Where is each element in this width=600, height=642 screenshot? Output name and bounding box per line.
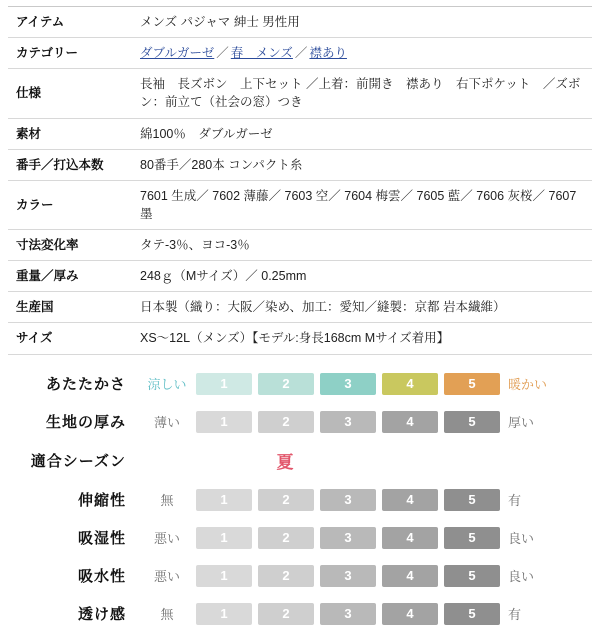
rating-row-transparency bbox=[8, 595, 592, 633]
rating-cell-3: 3 bbox=[320, 603, 376, 625]
table-row bbox=[8, 38, 592, 69]
spec-value: 綿100％ ダブルガーゼ bbox=[132, 118, 592, 149]
rating-right-caption: 有 bbox=[508, 607, 522, 622]
rating-label: 透け感 bbox=[77, 606, 126, 623]
rating-cell-2: 2 bbox=[258, 489, 314, 511]
rating-scale bbox=[196, 373, 500, 395]
rating-row-water-absorption bbox=[8, 557, 592, 595]
rating-cell-4: 4 bbox=[382, 603, 438, 625]
rating-row-moisture-absorption bbox=[8, 519, 592, 557]
table-row bbox=[8, 323, 592, 354]
rating-label: 吸水性 bbox=[77, 568, 126, 585]
rating-left-caption: 無 bbox=[160, 493, 174, 508]
product-spec-table bbox=[8, 6, 592, 355]
table-row bbox=[8, 69, 592, 118]
spec-value: タテ-3％、ヨコ-3％ bbox=[132, 230, 592, 261]
spec-label: 番手／打込本数 bbox=[8, 149, 132, 180]
spec-label: 仕様 bbox=[8, 69, 132, 118]
rating-cell-2: 2 bbox=[258, 411, 314, 433]
spec-value: 80番手／280本 コンパクト糸 bbox=[132, 149, 592, 180]
spec-value: メンズ パジャマ 紳士 男性用 bbox=[132, 7, 592, 38]
spec-value: 長袖 長ズボン 上下セット ／上着：前開き 襟あり 右下ポケット ／ズボン：前立て（社会の窓）つき bbox=[132, 69, 592, 118]
rating-cell-1: 1 bbox=[196, 489, 252, 511]
spec-value: 7601 生成／ 7602 薄藤／ 7603 空／ 7604 梅雲／ 7605 藍／ 7606 灰桜／ 7607 墨 bbox=[132, 180, 592, 229]
rating-cell-4: 4 bbox=[382, 565, 438, 587]
rating-scale bbox=[196, 411, 500, 433]
rating-cell-4: 4 bbox=[382, 373, 438, 395]
rating-label: 吸湿性 bbox=[77, 530, 126, 547]
rating-cell-3: 3 bbox=[320, 489, 376, 511]
rating-left-caption: 悪い bbox=[153, 569, 180, 584]
spec-label: アイテム bbox=[8, 7, 132, 38]
rating-cell-1: 1 bbox=[196, 373, 252, 395]
table-row bbox=[8, 292, 592, 323]
rating-cell-3: 3 bbox=[320, 565, 376, 587]
rating-cell-5: 5 bbox=[444, 373, 500, 395]
table-row bbox=[8, 149, 592, 180]
category-link-spring-mens[interactable]: 春 メンズ bbox=[230, 46, 293, 61]
rating-cell-5: 5 bbox=[444, 489, 500, 511]
rating-label: あたたかさ bbox=[45, 376, 126, 393]
rating-cell-2: 2 bbox=[258, 603, 314, 625]
spec-table-body bbox=[8, 7, 592, 355]
rating-cell-4: 4 bbox=[382, 489, 438, 511]
table-row bbox=[8, 7, 592, 38]
table-row bbox=[8, 261, 592, 292]
separator: ／ bbox=[294, 46, 308, 61]
spec-value: 248ｇ（Mサイズ）／ 0.25mm bbox=[132, 261, 592, 292]
category-link-collar[interactable]: 襟あり bbox=[309, 46, 347, 61]
spec-value-category bbox=[132, 38, 592, 69]
rating-cell-2: 2 bbox=[258, 565, 314, 587]
rating-right-caption: 有 bbox=[508, 493, 522, 508]
rating-right-caption: 良い bbox=[508, 531, 535, 546]
rating-row-stretch bbox=[8, 481, 592, 519]
rating-label: 生地の厚み bbox=[45, 414, 126, 431]
spec-label: カラー bbox=[8, 180, 132, 229]
rating-cell-3: 3 bbox=[320, 373, 376, 395]
spec-label: 寸法変化率 bbox=[8, 230, 132, 261]
table-row bbox=[8, 118, 592, 149]
spec-label: 生産国 bbox=[8, 292, 132, 323]
rating-cell-5: 5 bbox=[444, 603, 500, 625]
rating-cell-1: 1 bbox=[196, 565, 252, 587]
category-link-double-gauze[interactable]: ダブルガーゼ bbox=[140, 46, 215, 61]
spec-value: XS〜12L（メンズ）【モデル:身長168cm Mサイズ着用】 bbox=[132, 323, 592, 354]
separator: ／ bbox=[216, 46, 229, 61]
rating-cell-4: 4 bbox=[382, 411, 438, 433]
rating-cell-5: 5 bbox=[444, 565, 500, 587]
rating-scale bbox=[196, 489, 500, 511]
rating-left-caption: 涼しい bbox=[147, 377, 187, 392]
spec-label: 素材 bbox=[8, 118, 132, 149]
spec-label: サイズ bbox=[8, 323, 132, 354]
rating-cell-4: 4 bbox=[382, 527, 438, 549]
table-row bbox=[8, 180, 592, 229]
rating-cell-2: 2 bbox=[258, 527, 314, 549]
rating-cell-1: 1 bbox=[196, 603, 252, 625]
rating-left-caption: 無 bbox=[160, 607, 174, 622]
rating-cell-3: 3 bbox=[320, 527, 376, 549]
rating-cell-1: 1 bbox=[196, 411, 252, 433]
rating-row-thickness bbox=[8, 403, 592, 441]
rating-right-caption: 良い bbox=[508, 569, 535, 584]
ratings-section bbox=[8, 365, 592, 633]
rating-left-caption: 悪い bbox=[153, 531, 180, 546]
rating-right-caption: 厚い bbox=[508, 415, 535, 430]
rating-row-warmth bbox=[8, 365, 592, 403]
rating-cell-2: 2 bbox=[258, 373, 314, 395]
rating-right-caption: 暖かい bbox=[508, 377, 548, 392]
rating-left-caption: 薄い bbox=[153, 415, 180, 430]
spec-label: 重量／厚み bbox=[8, 261, 132, 292]
rating-cell-5: 5 bbox=[444, 411, 500, 433]
rating-scale bbox=[196, 527, 500, 549]
table-row bbox=[8, 230, 592, 261]
rating-label: 伸縮性 bbox=[77, 492, 126, 509]
spec-label: カテゴリー bbox=[8, 38, 132, 69]
rating-row-season bbox=[8, 441, 592, 481]
rating-cell-3: 3 bbox=[320, 411, 376, 433]
rating-scale bbox=[196, 603, 500, 625]
season-label: 適合シーズン bbox=[30, 453, 126, 470]
rating-cell-1: 1 bbox=[196, 527, 252, 549]
spec-value: 日本製（織り：大阪／染め、加工：愛知／縫製：京都 岩本繊維） bbox=[132, 292, 592, 323]
rating-scale bbox=[196, 565, 500, 587]
rating-cell-5: 5 bbox=[444, 527, 500, 549]
season-value: 夏 bbox=[276, 453, 296, 472]
